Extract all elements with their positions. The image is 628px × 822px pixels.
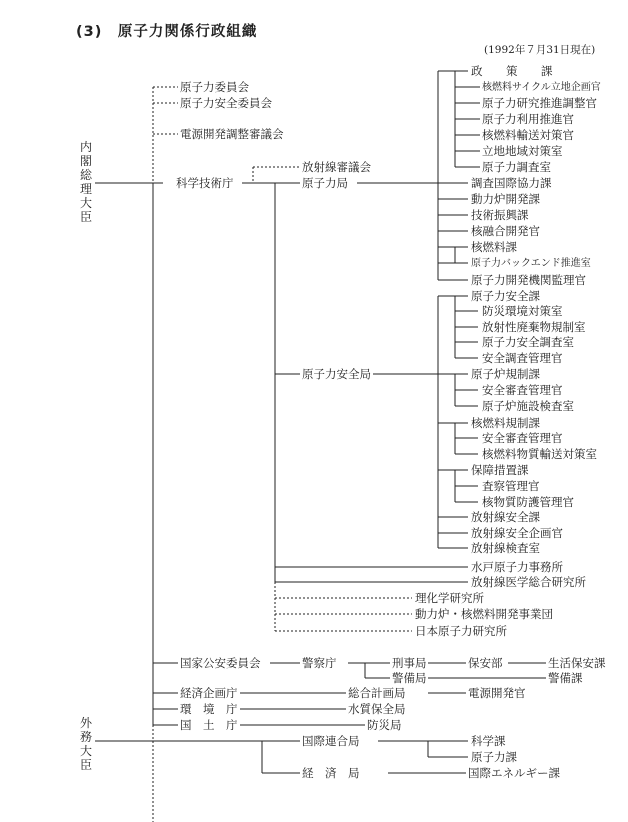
ab-item: 調査国際協力課 <box>471 176 552 190</box>
ab-item: 原子力バックエンド推進室 <box>471 258 591 269</box>
ab-item: 核燃料サイクル立地企画官 <box>482 82 601 93</box>
pm-label: 内閣総理大臣 <box>79 140 92 224</box>
sb-item: 放射線安全企画官 <box>471 526 563 540</box>
bosai: 防災局 <box>367 718 402 732</box>
sb-item: 核燃料物質輸送対策室 <box>482 447 597 461</box>
kagaku-ka: 科学課 <box>471 734 506 748</box>
seikatsu: 生活保安課 <box>548 656 606 670</box>
genshiryoku-ka: 原子力課 <box>471 750 517 764</box>
genshiryoku-iinkai: 原子力委員会 <box>180 80 249 94</box>
ab-item: 政 策 課 <box>471 64 559 78</box>
sb-item: 放射性廃棄物規制室 <box>482 320 586 334</box>
kokuren: 国際連合局 <box>302 734 360 748</box>
ab-item: 原子力利用推進官 <box>482 112 574 126</box>
suishitsu: 水質保全局 <box>348 702 406 716</box>
hoan: 保安部 <box>468 656 503 670</box>
dengen-shingikai: 電源開発調整審議会 <box>180 127 284 141</box>
sb-item: 保障措置課 <box>471 463 529 477</box>
sb-item: 査察管理官 <box>482 479 540 493</box>
ab-item: 核融合開発官 <box>471 224 540 238</box>
riken: 理化学研究所 <box>415 591 484 605</box>
houshasen-shingikai: 放射線審議会 <box>302 160 371 174</box>
npsc: 国家公安委員会 <box>180 656 261 670</box>
sb-item: 放射線検査室 <box>471 541 540 555</box>
sb-item: 原子力安全調査室 <box>482 335 574 349</box>
ab-item: 原子力研究推進調整官 <box>482 96 597 110</box>
dengen-kaihatsu: 電源開発官 <box>468 686 526 700</box>
sb-item: 放射線安全課 <box>471 510 540 524</box>
ab-item: 原子力開発機関監理官 <box>471 273 586 287</box>
epa: 経済企画庁 <box>180 686 238 700</box>
sb-item: 防災環境対策室 <box>482 304 563 318</box>
safety-bureau: 原子力安全局 <box>302 367 371 381</box>
jaeri: 日本原子力研究所 <box>415 624 507 638</box>
keizai-kyoku: 経 済 局 <box>302 766 360 780</box>
keibi-kyoku: 警備局 <box>392 671 427 685</box>
sb-item: 核物質防護管理官 <box>482 495 574 509</box>
atomic-bureau: 原子力局 <box>302 176 348 190</box>
sb-item: 原子炉規制課 <box>471 367 540 381</box>
sb-item: 原子力安全課 <box>471 289 540 303</box>
mito-office: 水戸原子力事務所 <box>471 560 563 574</box>
nirs: 放射線医学総合研究所 <box>471 575 586 589</box>
sta-node: 科学技術庁 <box>176 176 234 190</box>
ab-item: 原子力調査室 <box>482 160 551 174</box>
sb-item: 安全審査管理官 <box>482 431 563 445</box>
as-of-date: (1992年７月31日現在) <box>484 44 596 56</box>
ab-item: 技術振興課 <box>471 208 529 222</box>
ab-item: 動力炉開発課 <box>471 192 540 206</box>
sb-item: 核燃料規制課 <box>471 416 540 430</box>
nla: 国 土 庁 <box>180 718 238 732</box>
anzen-iinkai: 原子力安全委員会 <box>180 96 272 110</box>
energy-ka: 国際エネルギー課 <box>468 766 560 780</box>
page-title: (3) 原子力関係行政組織 <box>76 24 258 40</box>
sb-item: 安全審査管理官 <box>482 383 563 397</box>
mofa-label: 外務大臣 <box>79 716 92 772</box>
npa: 警察庁 <box>302 656 337 670</box>
pnc: 動力炉・核燃料開発事業団 <box>415 607 553 621</box>
sb-item: 安全調査管理官 <box>482 351 563 365</box>
keiji: 刑事局 <box>392 656 427 670</box>
ab-item: 核燃料課 <box>471 240 517 254</box>
sogo-keikaku: 総合計画局 <box>348 686 406 700</box>
ab-item: 核燃料輸送対策官 <box>482 128 574 142</box>
keibi-ka: 警備課 <box>548 671 583 685</box>
sb-item: 原子炉施設検査室 <box>482 399 574 413</box>
ab-item: 立地地域対策室 <box>482 144 563 158</box>
env: 環 境 庁 <box>180 702 238 716</box>
